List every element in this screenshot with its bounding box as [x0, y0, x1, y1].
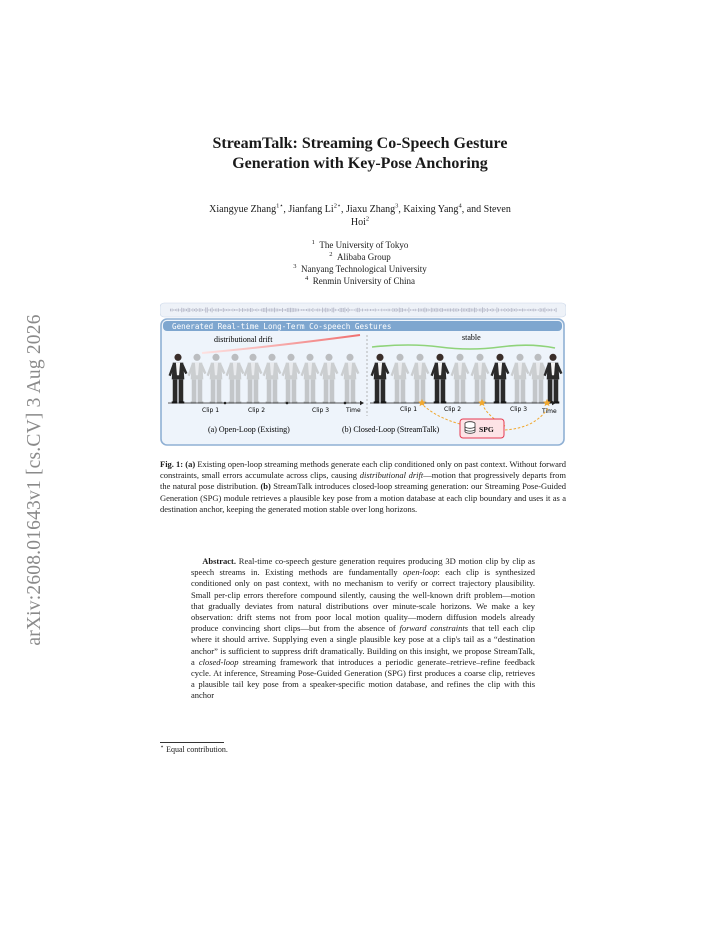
waveform-bar: [322, 308, 323, 313]
right-axis-clip2: Clip 2: [444, 406, 462, 413]
waveform-bar: [296, 309, 297, 312]
waveform-bar: [402, 308, 403, 312]
waveform-bar: [300, 309, 301, 310]
left-axis-clip3: Clip 3: [312, 407, 330, 414]
waveform-bar: [226, 309, 227, 311]
waveform-bar: [448, 309, 449, 312]
waveform-bar: [328, 309, 329, 312]
waveform-bar: [357, 308, 358, 312]
waveform-bar: [450, 308, 451, 311]
figure-1: [160, 302, 566, 446]
waveform-bar: [276, 309, 277, 312]
waveform-bar: [394, 309, 395, 312]
waveform-bar: [490, 309, 491, 311]
waveform-bar: [464, 308, 465, 311]
left-axis-time: Time: [346, 407, 361, 414]
waveform-bar: [492, 308, 493, 311]
waveform-bar: [514, 309, 515, 311]
waveform-bar: [220, 309, 221, 311]
waveform-bar: [200, 308, 201, 311]
waveform-bar: [420, 309, 421, 312]
waveform-bar: [324, 309, 325, 312]
waveform-bar: [397, 309, 398, 311]
waveform-bar: [293, 308, 294, 312]
waveform-bar: [456, 308, 457, 311]
abstract: Abstract. Real-time co-speech gesture generation requires producing 3D motion clip by clip as speech streams in. Existing methods are fundamentally open-loop: each clip is synthesized conditioned only on past context, with no mechanism to verify or correct trajectory plausibility. Small per-clip errors therefore compound silently, causing the well-known drift problem—motion that gradually deviates from natural distributions over minute-scale horizons. We make a key observation: drift stems not from poor local motion quality—modern diffusion models already produce convincing short clips—but from the absence of forward constraints that tell each clip where it should arrive. Supplying even a single plausible key pose at a clip's tail as a “destination anchor” is sufficient to suppress drift dramatically. Building on this insight, we propose StreamTalk, a closed-loop streaming framework that introduces a periodic generate–retrieve–refine feedback cycle. At inference, Streaming Pose-Guided Generation (SPG) first produces a coarse clip, retrieves a plausible tail key pose from a speaker-specific motion database, and refines the clip with this anchor: [191, 556, 536, 701]
waveform-bar: [277, 309, 278, 312]
waveform-bar: [524, 309, 525, 311]
waveform-bar: [466, 309, 467, 311]
waveform-bar: [312, 308, 313, 312]
waveform-bar: [517, 309, 518, 310]
waveform-bar: [176, 309, 177, 312]
waveform-bar: [383, 309, 384, 310]
waveform-bar: [506, 309, 507, 311]
waveform-bar: [508, 308, 509, 312]
waveform-bar: [269, 309, 270, 312]
affiliation-3: $^3$ Nanyang Technological University: [293, 263, 427, 274]
waveform-bar: [536, 309, 537, 310]
waveform-bar: [224, 309, 225, 311]
waveform-bar: [285, 309, 286, 311]
abstract-label: Abstract.: [202, 556, 236, 566]
waveform-bar: [304, 309, 305, 310]
waveform-bar: [231, 309, 232, 310]
banner-text: Generated Real-time Long-Term Co-speech Gestures: [172, 322, 392, 331]
waveform-bar: [244, 309, 245, 312]
spg-label: SPG: [479, 425, 494, 434]
waveform-bar: [316, 309, 317, 311]
paper-title: [160, 134, 560, 174]
waveform-bar: [525, 309, 526, 310]
waveform-bar: [528, 309, 529, 311]
waveform-bar: [477, 309, 478, 310]
waveform-bar: [338, 309, 339, 311]
waveform-bar: [404, 309, 405, 311]
waveform-bar: [237, 309, 238, 310]
waveform-bar: [245, 309, 246, 311]
waveform-bar: [437, 308, 438, 311]
waveform-bar: [399, 308, 400, 313]
waveform-bar: [349, 309, 350, 311]
figure-right-caption: (b) Closed-Loop (StreamTalk): [342, 425, 440, 434]
waveform-bar: [493, 309, 494, 311]
waveform-bar: [408, 308, 409, 313]
waveform-bar: [360, 309, 361, 311]
waveform-bar: [434, 309, 435, 312]
waveform-bar: [263, 308, 264, 312]
waveform-bar: [343, 308, 344, 312]
waveform-bar: [463, 309, 464, 312]
waveform-bar: [194, 309, 195, 311]
waveform-bar: [327, 308, 328, 311]
waveform-bar: [431, 308, 432, 312]
waveform-bar: [210, 309, 211, 312]
waveform-bar: [365, 309, 366, 311]
waveform-bar: [183, 308, 184, 311]
waveform-bar: [388, 309, 389, 312]
waveform-bar: [474, 308, 475, 313]
waveform-bar: [452, 309, 453, 311]
waveform-bar: [266, 307, 267, 312]
waveform-bar: [381, 309, 382, 312]
waveform-bar: [373, 309, 374, 311]
waveform-bar: [540, 308, 541, 312]
waveform-bar: [392, 308, 393, 312]
waveform-bar: [391, 309, 392, 310]
waveform-bar: [218, 308, 219, 311]
waveform-bar: [314, 309, 315, 310]
waveform-bar: [485, 309, 486, 311]
waveform-bar: [354, 309, 355, 310]
waveform-bar: [228, 309, 229, 311]
waveform-bar: [290, 308, 291, 312]
waveform-bar: [202, 309, 203, 311]
arxiv-identifier: arXiv:2608.01643v1 [cs.CV] 3 Aug 2026: [24, 314, 45, 646]
waveform-bar: [400, 308, 401, 312]
waveform-bar: [352, 309, 353, 310]
waveform-bar: [213, 309, 214, 311]
waveform-bar: [504, 308, 505, 311]
waveform-bar: [282, 308, 283, 312]
waveform-bar: [172, 309, 173, 312]
waveform-bar: [520, 309, 521, 311]
waveform-bar: [436, 308, 437, 312]
waveform-bar: [535, 309, 536, 311]
waveform-bar: [378, 309, 379, 310]
waveform-bar: [519, 309, 520, 311]
figure-left-caption: (a) Open-Loop (Existing): [208, 425, 290, 434]
waveform-bar: [367, 309, 368, 312]
waveform-bar: [384, 309, 385, 311]
spg-module: [460, 419, 504, 438]
waveform-bar: [424, 308, 425, 313]
footnote: ⋆ Equal contribution.: [160, 743, 228, 754]
stable-label: stable: [462, 333, 481, 342]
waveform-bar: [351, 309, 352, 310]
waveform-bar: [216, 308, 217, 311]
left-axis-clip2: Clip 2: [248, 407, 266, 414]
waveform-bar: [205, 307, 206, 312]
waveform-bar: [274, 308, 275, 313]
waveform-bar: [370, 309, 371, 311]
waveform-bar: [192, 308, 193, 311]
waveform-bar: [421, 309, 422, 312]
waveform-bar: [221, 309, 222, 311]
waveform-bar: [548, 309, 549, 312]
waveform-bar: [189, 308, 190, 312]
waveform-bar: [255, 309, 256, 311]
waveform-bar: [413, 309, 414, 311]
waveform-bar: [279, 309, 280, 311]
waveform-bar: [186, 309, 187, 311]
waveform-bar: [538, 309, 539, 310]
waveform-bar: [188, 308, 189, 312]
waveform-bar: [488, 309, 489, 311]
waveform-bar: [527, 309, 528, 310]
waveform-bar: [551, 309, 552, 312]
waveform-bar: [447, 309, 448, 312]
affiliation-4: $^4$ Renmin University of China: [305, 275, 415, 286]
title-line-2: Generation with Key-Pose Anchoring: [232, 155, 488, 172]
waveform-bar: [272, 309, 273, 312]
figure-caption: Fig. 1: (a) Existing open-loop streaming methods generate each clip conditioned only on past context. Without forward constraints, small errors accumulate across clips, causing distributional drift—motion that progressively departs from the natural pose distribution. (b) StreamTalk introduces closed-loop streaming generation: our Streaming Pose-Guided Generation (SPG) module retrieves a plausible key pose from a motion database at each clip boundary and uses it as a destination anchor, keeping the generated motion stable over long horizons.: [160, 459, 566, 514]
waveform-bar: [199, 308, 200, 312]
waveform-bar: [418, 308, 419, 312]
waveform-bar: [252, 308, 253, 312]
waveform-bar: [261, 309, 262, 312]
waveform-bar: [287, 308, 288, 312]
waveform-bar: [212, 308, 213, 313]
waveform-bar: [298, 309, 299, 312]
waveform-bar: [341, 308, 342, 312]
waveform-bar: [234, 309, 235, 311]
waveform-bar: [284, 309, 285, 311]
waveform-bar: [196, 308, 197, 312]
waveform-bar: [173, 309, 174, 310]
waveform-bar: [223, 308, 224, 312]
waveform-bar: [229, 309, 230, 311]
waveform-bar: [442, 308, 443, 312]
waveform-bar: [256, 309, 257, 312]
waveform-bar: [509, 309, 510, 311]
waveform-bar: [556, 308, 557, 312]
waveform-bar: [412, 309, 413, 310]
waveform-bar: [453, 308, 454, 312]
waveform-bar: [445, 309, 446, 311]
waveform-bar: [432, 308, 433, 311]
author-list: Xiangyue Zhang$^{1⋆}$, Jianfang $Li^{2⋆}$, Jiaxu Zhang$^3$, Kaixing Yang$^4$, and Steven Hoi$^2$: [209, 202, 511, 228]
waveform-bar: [444, 309, 445, 311]
waveform-bar: [317, 308, 318, 311]
waveform-bar: [271, 308, 272, 311]
waveform-bar: [461, 308, 462, 312]
waveform-bar: [181, 308, 182, 313]
waveform-bar: [541, 309, 542, 312]
waveform-bar: [239, 308, 240, 312]
waveform-bar: [240, 309, 241, 311]
waveform-bar: [484, 308, 485, 312]
waveform-bar: [532, 309, 533, 311]
waveform-bar: [468, 308, 469, 312]
waveform-bar: [487, 308, 488, 312]
right-axis-time: Time: [542, 408, 557, 415]
waveform-bar: [178, 309, 179, 312]
waveform-bar: [340, 308, 341, 312]
waveform-bar: [364, 309, 365, 310]
waveform-bar: [253, 309, 254, 311]
waveform-bar: [386, 309, 387, 310]
right-axis-clip1: Clip 1: [400, 406, 418, 413]
waveform-bar: [389, 309, 390, 311]
waveform-bar: [552, 309, 553, 310]
waveform-bar: [215, 309, 216, 312]
waveform-bar: [303, 309, 304, 311]
waveform-bar: [336, 309, 337, 310]
waveform-bar: [549, 309, 550, 311]
waveform-bar: [495, 309, 496, 310]
waveform-bar: [306, 309, 307, 311]
waveform-bar: [247, 308, 248, 311]
waveform-bar: [359, 308, 360, 312]
waveform-bar: [482, 307, 483, 312]
waveform-bar: [440, 308, 441, 312]
waveform-bar: [170, 309, 171, 312]
waveform-bar: [476, 308, 477, 312]
waveform-bar: [207, 307, 208, 312]
affiliation-1: $^1$ The University of Tokyo: [311, 239, 409, 250]
waveform-bar: [319, 309, 320, 312]
waveform-bar: [544, 308, 545, 313]
waveform-bar: [264, 308, 265, 312]
waveform-bar: [410, 309, 411, 310]
affiliation-2: $^2$ Alibaba Group: [329, 251, 391, 262]
waveform-bar: [368, 309, 369, 310]
right-axis-clip3: Clip 3: [510, 406, 528, 413]
waveform-bar: [325, 308, 326, 312]
waveform-bar: [503, 309, 504, 311]
waveform-bar: [460, 309, 461, 310]
waveform-bar: [372, 309, 373, 311]
waveform-bar: [458, 309, 459, 311]
waveform-bar: [333, 308, 334, 313]
waveform-bar: [405, 309, 406, 312]
waveform-bar: [330, 309, 331, 311]
waveform-bar: [344, 308, 345, 313]
waveform-bar: [423, 308, 424, 311]
waveform-bar: [242, 308, 243, 312]
waveform-bar: [204, 309, 205, 310]
waveform-bar: [346, 309, 347, 311]
waveform-bar: [250, 308, 251, 312]
waveform-bar: [480, 308, 481, 311]
waveform-bar: [348, 308, 349, 313]
waveform-bar: [516, 308, 517, 311]
waveform-bar: [455, 309, 456, 312]
waveform-bar: [301, 309, 302, 311]
waveform-bar: [356, 308, 357, 311]
waveform-bar: [496, 307, 497, 312]
waveform-bar: [320, 309, 321, 310]
waveform-bar: [175, 309, 176, 311]
waveform-bar: [288, 308, 289, 312]
waveform-bar: [180, 309, 181, 310]
waveform-bar: [415, 309, 416, 311]
waveform-bar: [428, 309, 429, 312]
waveform-bar: [332, 308, 333, 312]
waveform-bar: [533, 309, 534, 312]
waveform-bar: [308, 309, 309, 312]
waveform-bar: [407, 309, 408, 310]
waveform-bar: [501, 309, 502, 312]
waveform-bar: [396, 308, 397, 312]
waveform-bar: [530, 309, 531, 311]
waveform-bar: [512, 309, 513, 312]
waveform-bar: [472, 309, 473, 312]
waveform-bar: [498, 308, 499, 311]
waveform-bar: [236, 309, 237, 311]
waveform-bar: [197, 309, 198, 311]
waveform-bar: [311, 309, 312, 311]
waveform-bar: [280, 309, 281, 311]
waveform-bar: [416, 309, 417, 310]
waveform-bar: [479, 309, 480, 312]
waveform-bar: [500, 309, 501, 310]
waveform-bar: [362, 309, 363, 312]
affiliations: [160, 239, 560, 287]
waveform-bar: [268, 309, 269, 311]
waveform-bar: [295, 308, 296, 311]
waveform-bar: [429, 309, 430, 310]
waveform-bar: [376, 309, 377, 310]
waveform-bar: [426, 308, 427, 311]
waveform-bar: [554, 309, 555, 311]
waveform-bar: [511, 308, 512, 312]
waveform-bar: [375, 309, 376, 312]
waveform-bar: [232, 309, 233, 312]
drift-label: distributional drift: [214, 335, 273, 344]
waveform-bar: [471, 308, 472, 311]
waveform-bar: [208, 309, 209, 311]
waveform-bar: [292, 308, 293, 312]
waveform-bar: [469, 308, 470, 312]
waveform-bar: [184, 309, 185, 312]
waveform-bar: [191, 309, 192, 310]
waveform-bar: [546, 309, 547, 310]
title-line-1: StreamTalk: Streaming Co-Speech Gesture: [212, 135, 508, 152]
footnote-rule: [160, 742, 224, 743]
left-axis-clip1: Clip 1: [202, 407, 220, 414]
waveform-bar: [260, 309, 261, 310]
waveform-bar: [248, 309, 249, 311]
waveform-bar: [439, 309, 440, 311]
waveform-bar: [335, 309, 336, 311]
waveform-bar: [543, 308, 544, 311]
database-icon: [465, 422, 475, 434]
waveform-bar: [309, 309, 310, 312]
waveform-bar: [380, 309, 381, 310]
waveform-bar: [258, 309, 259, 310]
waveform-bar: [522, 308, 523, 311]
